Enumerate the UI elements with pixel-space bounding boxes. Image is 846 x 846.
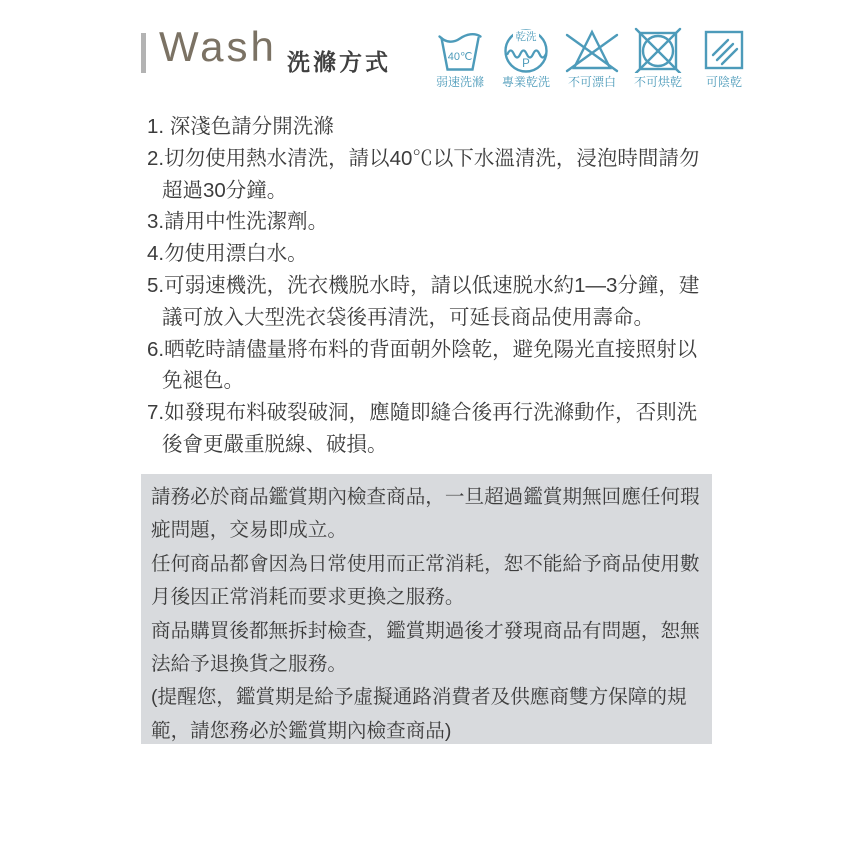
dry-clean-letter: P [522, 58, 530, 70]
care-icon-line-dry-shade [698, 27, 750, 89]
page-title-zh: 洗滌方式 [287, 49, 391, 75]
notice-paragraph-3: 商品購買後都無拆封檢查，鑑賞期過後才發現商品有問題，恕無法給予退換貨之服務。 [151, 619, 700, 676]
instruction-item-5: 5.可弱速機洗，洗衣機脱水時，請以低速脱水約1—3分鐘，建議可放入大型洗衣袋後再清洗，可延長商品使用壽命。 [147, 273, 700, 329]
notice-paragraph-4: (提醒您，鑑賞期是給予虛擬通路消費者及供應商雙方保障的規範，請您務必於鑑賞期內檢查商品) [151, 686, 687, 742]
instruction-item-3: 3.請用中性洗潔劑。 [147, 210, 329, 234]
notice-paragraph-2: 任何商品都會因為日常使用而正常消耗，恕不能給予商品使用數月後因正常消耗而要求更換之服務。 [151, 552, 700, 609]
instruction-item-7: 7.如發現布料破裂破洞，應隨即縫合後再行洗滌動作，否則洗後會更嚴重脱線、破損。 [147, 401, 698, 456]
care-icon-label: 弱速洗滌 [435, 75, 484, 89]
no-bleach-triangle-icon [564, 27, 620, 73]
care-icon-no-tumble-dry [632, 27, 684, 89]
header [141, 23, 821, 97]
instruction-item-2: 2.切勿使用熱水清洗，請以40℃以下水溫清洗，浸泡時間請勿超過30分鐘。 [147, 146, 700, 202]
care-icon-label: 不可烘乾 [633, 75, 682, 89]
wash-tub-40-icon [436, 27, 484, 73]
care-icon-label: 專業乾洗 [501, 75, 550, 89]
instruction-item-4: 4.勿使用漂白水。 [147, 242, 308, 266]
dry-clean-circle-icon [502, 27, 550, 73]
wash-temp-text: 40℃ [447, 51, 473, 63]
no-tumble-dry-icon [633, 27, 683, 73]
purchase-notice-box [141, 474, 712, 744]
notice-paragraph-1: 請務必於商品鑑賞期內檢查商品，一旦超過鑑賞期無回應任何瑕疵問題，交易即成立。 [151, 486, 700, 542]
page-title-en: Wash [159, 23, 277, 70]
instruction-item-6: 6.晒乾時請儘量將布料的背面朝外陰乾，避免陽光直接照射以免褪色。 [147, 337, 698, 393]
header-accent-bar [141, 33, 146, 73]
care-icon-gentle-wash [434, 27, 486, 89]
care-icon-no-bleach [566, 27, 618, 89]
instruction-item-1: 1. 深淺色請分開洗滌 [147, 115, 334, 138]
care-icons-row [434, 27, 750, 89]
washing-instruction-list [147, 111, 710, 461]
care-icon-label: 可陰乾 [705, 75, 742, 89]
care-icon-label: 不可漂白 [567, 75, 616, 89]
care-icon-dry-clean [500, 27, 552, 89]
dry-clean-top-text: 乾洗 [515, 31, 537, 43]
shade-dry-icon [701, 27, 747, 73]
